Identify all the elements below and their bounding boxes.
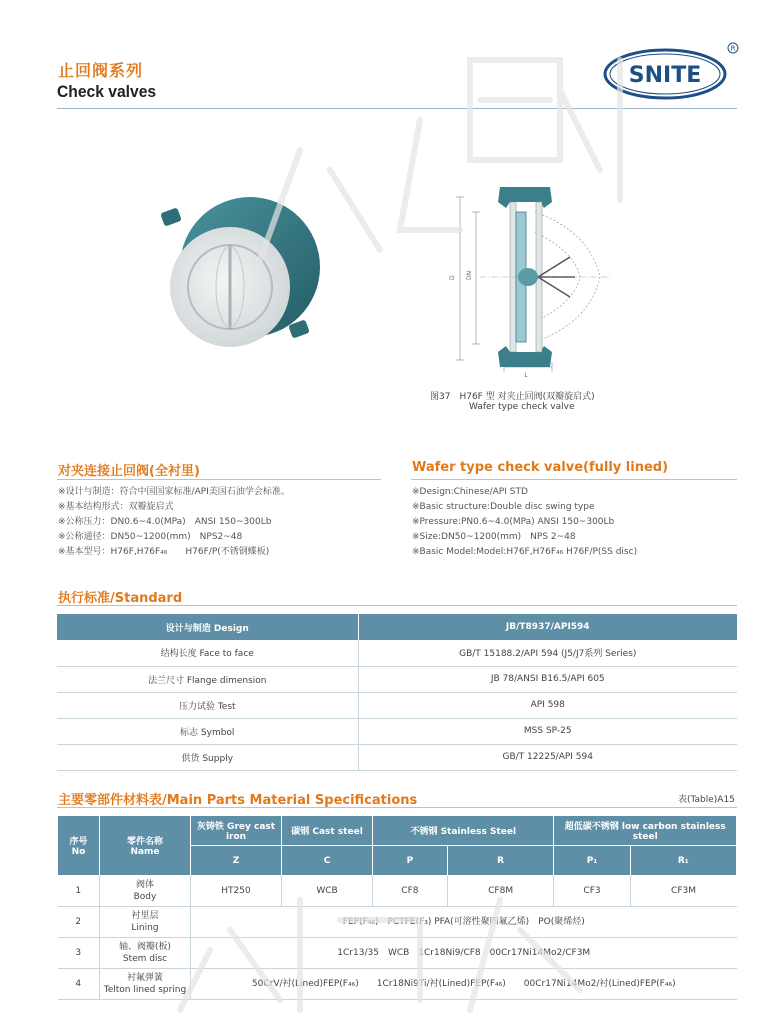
spec-item: ※Design:Chinese/API STD: [412, 487, 528, 497]
table-cell: 4: [58, 969, 100, 1000]
table-cell: 3: [58, 938, 100, 969]
figure-caption-en: Wafer type check valve: [469, 402, 575, 412]
table-header-cell: P: [373, 846, 448, 876]
table-header-row: [58, 816, 737, 846]
svg-text:R: R: [730, 44, 736, 53]
spec-item: ※Basic Model:Model:H76F,H76F₄₆ H76F/P(SS disc): [412, 547, 638, 557]
table-row: [58, 876, 737, 907]
svg-text:DN: DN: [466, 270, 473, 280]
table-cell: 结构长度 Face to face: [57, 640, 358, 666]
table-header-cell: JB/T8937/API594: [358, 614, 737, 640]
spec-item: ※公称压力：DN0.6~4.0(MPa) ANSI 150~300Lb: [58, 517, 272, 527]
standard-rule: [57, 605, 737, 606]
spec-item: ※Size:DN50~1200(mm) NPS 2~48: [412, 532, 576, 542]
table-header-cell: C: [282, 846, 373, 876]
section-rule-en: [411, 479, 737, 480]
valve-section-drawing: [440, 172, 615, 382]
table-header-cell: 碳钢 Cast steel: [282, 816, 373, 846]
registered-mark: [727, 42, 739, 57]
section-title-cn: 对夹连接止回阀(全衬里): [58, 464, 200, 479]
logo-text: SNITE: [628, 63, 702, 88]
spec-list-en: [412, 485, 737, 560]
table-header-cell: P₁: [554, 846, 630, 876]
header-divider: [57, 108, 737, 109]
spec-list-cn: [58, 485, 388, 560]
table-row: [58, 907, 737, 938]
table-cell: 供货 Supply: [57, 744, 358, 770]
standard-title: 执行标准/Standard: [58, 591, 183, 606]
table-header-row: [57, 614, 737, 640]
table-cell: 2: [58, 907, 100, 938]
table-cell: HT250: [191, 876, 282, 907]
materials-table: [57, 815, 737, 1000]
spec-item: ※Pressure:PN0.6~4.0(MPa) ANSI 150~300Lb: [412, 517, 615, 527]
table-cell: CF3: [554, 876, 630, 907]
table-row: [57, 640, 737, 666]
table-row: [57, 744, 737, 770]
table-header-cell: 超低碳不锈钢 low carbon stainless steel: [554, 816, 737, 846]
table-cell: GB/T 12225/API 594: [358, 744, 737, 770]
table-cell: FEP(F₄₆) PCTFE(F₃) PFA(可溶性聚四氟乙烯) PO(聚烯烃): [191, 907, 737, 938]
table-header-cell: 不锈钢 Stainless Steel: [373, 816, 554, 846]
svg-text:L: L: [524, 372, 528, 379]
spec-item: ※基本结构形式：双瓣旋启式: [58, 502, 174, 512]
snite-logo: [603, 48, 727, 100]
table-header-cell: 灰铸铁 Grey cast iron: [191, 816, 282, 846]
table-row: [57, 692, 737, 718]
table-cell: 法兰尺寸 Flange dimension: [57, 666, 358, 692]
table-row: [57, 718, 737, 744]
table-cell: MSS SP-25: [358, 718, 737, 744]
table-cell: WCB: [282, 876, 373, 907]
table-cell: API 598: [358, 692, 737, 718]
spec-item: ※设计与制造：符合中国国家标准/API美国石油学会标准。: [58, 487, 290, 497]
table-cell: 1: [58, 876, 100, 907]
table-header-cell: 零件名称 Name: [100, 816, 191, 876]
table-cell: 标志 Symbol: [57, 718, 358, 744]
figure-caption-cn: 图37 H76F 型 对夹止回阀(双瓣旋启式): [430, 392, 595, 402]
spec-item: ※公称通径：DN50~1200(mm) NPS2~48: [58, 532, 243, 542]
spec-item: ※基本型号：H76F,H76F₄₆ H76F/P(不锈钢蝶板): [58, 547, 270, 557]
table-cell: CF3M: [630, 876, 736, 907]
svg-text:D: D: [449, 275, 456, 280]
table-cell: 1Cr13/35 WCB 1Cr18Ni9/CF8 00Cr17Ni14Mo2/CF3M: [191, 938, 737, 969]
table-cell: 压力试验 Test: [57, 692, 358, 718]
table-cell: 50CrV/衬(Lined)FEP(F₄₆) 1Cr18Ni9Ti/衬(Lined)FEP(F₄₆) 00Cr17Ni14Mo2/衬(Lined)FEP(F₄₆): [191, 969, 737, 1000]
valve-photo: [150, 182, 330, 362]
table-cell: CF8: [373, 876, 448, 907]
table-row: [58, 938, 737, 969]
table-row: [57, 666, 737, 692]
table-row: [58, 969, 737, 1000]
table-header-cell: Z: [191, 846, 282, 876]
table-cell: 衬里层 Lining: [100, 907, 191, 938]
page-title-cn: 止回阀系列: [58, 61, 144, 80]
standard-table: [57, 614, 737, 771]
table-cell: 阀体 Body: [100, 876, 191, 907]
table-header-cell: 设计与制造 Design: [57, 614, 358, 640]
table-cell: 轴、阀瓣(板) Stem disc: [100, 938, 191, 969]
section-title-en: Wafer type check valve(fully lined): [412, 460, 669, 475]
table-header-cell: R: [447, 846, 554, 876]
section-rule-cn: [57, 479, 381, 480]
table-cell: 衬氟弹簧 Telton lined spring: [100, 969, 191, 1000]
materials-rule: [57, 807, 737, 808]
table-reference: 表(Table)A15: [678, 795, 735, 805]
table-header-cell: R₁: [630, 846, 736, 876]
materials-title: 主要零部件材料表/Main Parts Material Specifications: [58, 793, 418, 808]
page-title-en: Check valves: [57, 82, 157, 101]
table-header-cell: 序号 No: [58, 816, 100, 876]
table-cell: CF8M: [447, 876, 554, 907]
table-cell: JB 78/ANSI B16.5/API 605: [358, 666, 737, 692]
table-cell: GB/T 15188.2/API 594 (J5/J7系列 Series): [358, 640, 737, 666]
spec-item: ※Basic structure:Double disc swing type: [412, 502, 595, 512]
